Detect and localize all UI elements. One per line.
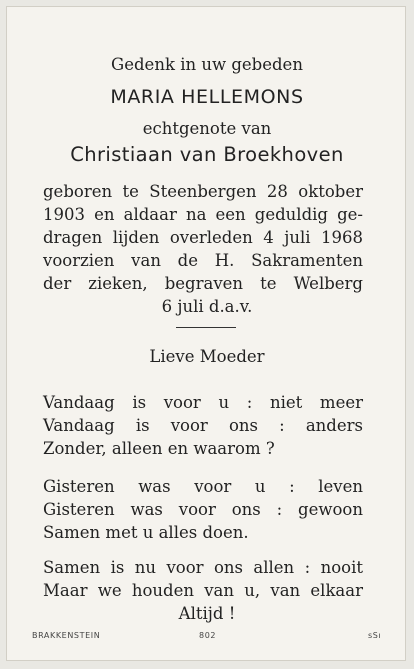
card-number: 802	[199, 631, 217, 640]
spouse-intro: echtgenote van	[142, 119, 272, 138]
publisher-name: BRAKKENSTEIN	[32, 631, 101, 640]
poem-line: Vandaag is voor u : niet meer	[43, 393, 363, 412]
bio-line-4: voorzien van de H. Sakramenten	[43, 251, 363, 270]
poem-final-line: Altijd !	[178, 604, 236, 623]
spouse-name: Christiaan van Broekhoven	[70, 143, 344, 166]
bio-line-3: dragen lijden overleden 4 juli 1968	[43, 228, 363, 247]
section-divider	[176, 327, 236, 328]
bio-line-5: der zieken, begraven te Welberg	[43, 274, 363, 293]
prayer-request: Gedenk in uw gebeden	[111, 55, 303, 74]
bio-line-1: geboren te Steenbergen 28 oktober	[43, 182, 363, 201]
deceased-name: MARIA HELLEMONS	[110, 86, 304, 108]
print-code: sSı	[368, 631, 382, 640]
poem-line: Zonder, alleen en waarom ?	[43, 439, 275, 458]
bio-line-2: 1903 en aldaar na een geduldig ge-	[43, 205, 363, 224]
poem-title: Lieve Moeder	[149, 347, 265, 366]
bio-line-6: 6 juli d.a.v.	[161, 297, 253, 316]
poem-line: Samen met u alles doen.	[43, 523, 249, 542]
poem-line: Vandaag is voor ons : anders	[43, 416, 363, 435]
poem-line: Samen is nu voor ons allen : nooit	[43, 558, 363, 577]
poem-line: Gisteren was voor u : leven	[43, 477, 363, 496]
poem-line: Gisteren was voor ons : gewoon	[43, 500, 363, 519]
poem-line: Maar we houden van u, van elkaar	[43, 581, 363, 600]
